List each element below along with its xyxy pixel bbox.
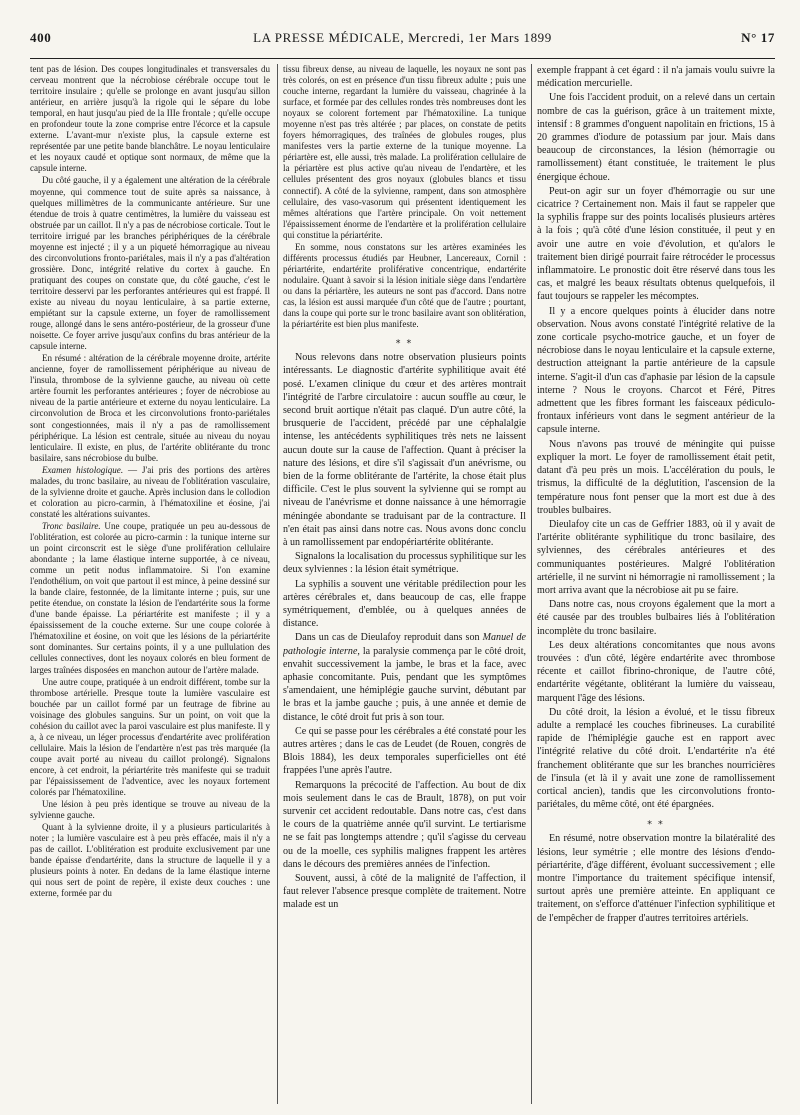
paragraph: Dans notre cas, nous croyons également que la mort a été causée par des troubles bulbaires liés à l'oblitération incomplète du tronc basilaire. [537,599,775,637]
paragraph: Du côté droit, la lésion a évolué, et le tissu fibreux adulte a remplacé les couches fibrineuses. La curabilité rapide de l'hémiplégie gauche est en rapport avec l'intégrité relative du côté droit. L'endartérite n'a été franchement oblitérante que sur les branches nourricières de l'insula (et là il y avait une zone de ramollissement cortical ancien), tandis que les circonvolutions fronto-pariétales, du même côté, ont été épargnées. [537,706,775,811]
paragraph: Peut-on agir sur un foyer d'hémorragie ou sur une cicatrice ? Certainement non. Mais il faut se rappeler que la syphilis frappe sur des points localisés plusieurs artères à la fois ; qu'à côté d'une lésion constituée, il peut y en avoir une autre en voie d'évolution, et qu'alors le traitement bien dirigé pourrait faire rétrocéder le processus inflammatoire. Le pronostic doit être réservé dans tous les cas, et malgré les beaux résultats obtenus quelquefois, il faut toujours se rappeler les mécomptes. [537,185,775,303]
column-divider [531,64,532,1104]
paragraph: tent pas de lésion. Des coupes longitudinales et transversales du cerveau montrent que la nécrobiose cérébrale occupe tout le territoire insulaire ; qu'elle se prolonge en avant jusqu'au sillon antérieur, en arrière jusqu'à la rigole qui le sépare du lobe temporal, en haut jusqu'au pied de la IIIe frontale ; qu'elle occupe en profondeur toute la zone comprise entre l'écorce et la capsule externe. L'avant-mur n'existe plus, la capsule externe est représentée par une petite bande blanchâtre. Le noyau lenticulaire et les noyaux caudé et optique sont normaux, de même que la capsule interne. [30,64,270,174]
column-left [30,64,270,1104]
paragraph-text: Dans un cas de Dieulafoy reproduit dans son [295,632,483,644]
paragraph: Signalons la localisation du processus syphilitique sur les deux sylviennes : la lésion était symétrique. [283,551,526,576]
column-right [537,64,775,1104]
paragraph-text: , la paralysie commença par le côté droit, envahit successivement la jambe, le bras et la face, avec aphasie concomitante. Puis, pendant que les symptômes s'amendaient, une hémiplégie gauche survint, débutant par le bras et la jambe gauche ; puis, à une année et demie de distance, le côté droit fut pris à son tour. [283,645,526,723]
paragraph: exemple frappant à cet égard : il n'a jamais voulu suivre la médication mercurielle. [537,65,775,90]
paragraph [283,631,526,723]
paragraph: Il y a encore quelques points à élucider dans notre observation. Nous avons constaté l'intégrité relative de la zone corticale psycho-motrice gauche, et un foyer de nécrobiose dans le noyau lenticulaire et la capsule externe, destruction atteignant la partie antérieure de la capsule interne. S'agit-il d'un cas d'aphasie par lésion de la capsule interne ? Nous le croyons. Charcot et Féré, Pitres admettent que les fibres formant les faisceaux pédiculo-frontaux inférieurs vont dans le segment antérieur de la capsule interne. [537,305,775,436]
section-heading: Examen histologique. [42,464,124,475]
paragraph: Une fois l'accident produit, on a relevé dans un certain nombre de cas la guérison, grâce à un traitement mixte, intensif : 8 grammes d'onguent napolitain en frictions, 15 à 20 grammes d'iodure de potassium par jour. Mais dans beaucoup de circonstances, la lésion (hémorragie ou ramollissement) étant constituée, le traitement le plus énergique échoue. [537,92,775,183]
paragraph: Du côté gauche, il y a également une altération de la cérébrale moyenne, qui commence tout de suite après sa naissance, à quelques millimètres de la communicante antérieure. Sur une étendue de trois à quatre centimètres, la lumière du vaisseau est obstruée par un caillot. Il n'y a pas de nécrobiose corticale. Tout le territoire irrigué par les branches périphériques de la cérébrale moyenne est injecté ; il y a un piqueté hémorragique au niveau des circonvolutions fronto-pariétales, mais il n'y a pas d'altération grossière. Donc, intégrité relative du cortex à gauche. En pratiquant des coupes on constate que, du côté gauche, c'est le territoire desservi par les perforantes antérieures qui est frappé. Il existe au niveau du noyau lenticulaire, à sa partie externe, empiétant sur la capsule externe, un foyer de ramollissement rouge, allongé dans le sens antéro-postérieur, de la grosseur d'une noisette. Ce foyer arrive jusqu'aux confins du bras antérieur de la capsule interne. [30,175,270,352]
paragraph: Une autre coupe, pratiquée à un endroit différent, tombe sur la thrombose artérielle. Presque toute la lumière vasculaire est bouchée par un caillot formé par un feutrage de fibrine au voisinage des globules sanguins. Sur un point, on voit que la cohésion du caillot avec la paroi vasculaire est plus manifeste. Il y a, à ce niveau, un léger processus d'endartérite avec prolifération cellulaire. Mais la lésion de l'endartère n'est pas très marquée (la coupe avait porté au niveau du caillot prolongé). Signalons encore, à cet endroit, la périartérite très manifeste qui se traduit par l'épaississement de l'adventice, avec les noyaux fortement colorés par l'hématoxiline. [30,676,270,798]
issue-number: N° 17 [741,30,775,45]
paragraph: Ce qui se passe pour les cérébrales a été constaté pour les autres artères ; dans le cas de Leudet (de Rouen, congrès de Blois 1884), les deux temporales superficielles ont été frappées l'une après l'autre. [283,725,526,777]
page-header [30,30,775,54]
paragraph: Remarquons la précocité de l'affection. Au bout de dix mois seulement dans le cas de Brault, 1878), on put voir survenir cet accident redoutable. Dans notre cas, c'est dans le cours de la quatrième année qu'il survint. Le tertiarisme ne se fait pas longtemps attendre ; qu'il s'agisse du cerveau ou de la moelle, ces syphilis malignes frappent les artères dans le décours des premières années de l'infection. [283,779,526,870]
section-heading: Tronc basilaire. [42,520,101,531]
paragraph: En somme, nous constatons sur les artères examinées les différents processus étudiés par Heubner, Lancereaux, Cornil : périartérite, endartérite proliférative concentrique, endartérite nodulaire. Quant à savoir si la lésion initiale siège dans l'endartère ou dans la périartère, les auteurs ne sont pas d'accord. Dans notre cas, la lésion est aussi marquée d'un côté que de l'autre ; pourtant, dans la coupe qui porte sur le tronc basilaire avant son oblitération, la périartérite est bien plus manifeste. [283,241,526,330]
paragraph-text: Une coupe, pratiquée un peu au-dessous de l'oblitération, est colorée au picro-carmin : la tunique interne sur un point circonscrit est le siège d'une prolifération cellulaire abondante ; la lame élastique interne supportée, à ce niveau, comme un petit nodus inflammatoire. Si l'on examine l'endothélium, on voit que partout il est mince, à peine dessiné sur la bande claire, festonnée, de la limitante interne ; puis, sur une petite étendue, on constate la lésion de l'endartérite sous la forme d'une bande épaisse. La périartérite est manifeste ; il y a épaississement de la couche externe. Sur une coupe colorée à l'hématoxiline et éosine, on voit que les lésions de la périartérite sont dominantes. Sur certains points, il y a une pullulation des cellules connectives, dont les noyaux colorés en bleu forment de larges traînées disposées en manchon autour de l'artère malade. [30,520,270,675]
paragraph: La syphilis a souvent une véritable prédilection pour les artères cérébrales et, dans beaucoup de cas, elle frappe symétriquement, d'emblée, ou à quelques années de distance. [283,578,526,630]
paragraph: Nous n'avons pas trouvé de méningite qui puisse expliquer la mort. Le foyer de ramollissement était petit, datant d'à peu près un mois. L'accélération du pouls, le trismus, la difficulté de la déglutition, l'ascension de la température nous font penser que la mort est due à des troubles bulbaires. [537,438,775,516]
paragraph: Nous relevons dans notre observation plusieurs points intéressants. Le diagnostic d'artérite syphilitique avait été posé. L'examen clinique du cœur et des artères montrait l'intégrité de l'arbre circulatoire : aucun souffle au cœur, le second bruit aortique n'était pas claqué. D'un autre côté, la brusquerie de l'accident, précédé par une céphalalgie intense, les antécédents syphilitiques très nets ne laissent aucun doute sur la cause de l'affection. Quant à préciser la nature des lésions, et dire s'il s'agissait d'un anévrisme, ou bien de la forme oblitérante de l'artérite, la chose était plus difficile. C'est le plus souvent la sylvienne qui se rompt au niveau de l'anévrisme et donne naissance à une hémorragie méningée abondante se traduisant par de la contracture. Il n'en était pas ainsi dans notre cas. Nous avons donc conclu à un ramollissement par endopériartérite oblitérante. [283,352,526,548]
paragraph: Quant à la sylvienne droite, il y a plusieurs particularités à noter ; la lumière vasculaire est à peu près effacée, mais il n'y a pas de caillot. L'oblitération est produite exclusivement par une bande épaisse d'endartérite, dans la structure de laquelle il y a plusieurs points à noter. En dedans de la lame élastique interne qui nous sert de point de repère, il existe deux couches : une externe, formée par du [30,822,270,899]
column-divider [277,64,278,1104]
text-block [283,351,526,912]
paragraph [30,521,270,676]
paragraph: En résumé, notre observation montre la bilatéralité des lésions, leur symétrie ; elle montre des lésions d'endo-périartérite, d'âge différent, évoluant successivement ; elle montre l'importance du traitement spécifique intensif, surtout après une première atteinte. En appliquant ce traitement, on s'efforce d'atténuer l'infection syphilitique et de l'empêcher de frapper d'autres territoires artériels. [537,833,775,924]
paragraph-text: — J'ai pris des portions des artères malades, du tronc basilaire, au niveau de l'oblitération vasculaire, de la sylvienne droite et gauche. Après inclusion dans le collodion et coloration au picro-carmin, à l'hématoxiline et éosine, j'ai constaté les altérations suivantes. [30,464,270,519]
paragraph: Une lésion à peu près identique se trouve au niveau de la sylvienne gauche. [30,799,270,821]
book-title: Manuel de pathologie interne [283,632,526,657]
page-number: 400 [30,30,52,45]
paragraph: Dieulafoy cite un cas de Geffrier 1883, où il y avait de l'artérite oblitérante syphilitique du tronc basilaire, des sylviennes, des cérébrales antérieures et des communiquantes postérieures. Malgré l'oblitération artérielle, il ne survint ni hémorragie ni ramollissement ; la mort arriva avant que la nécrobiose ait pu se faire. [537,518,775,596]
column-middle [283,64,526,1104]
paragraph [30,465,270,520]
section-separator: ⁎ ⁎ [395,335,414,346]
paragraph: Les deux altérations concomitantes que nous avons trouvées : d'un côté, légère endartérite avec thrombose récente et caillot fibrino-chronique, de l'autre côté, endartérite végétante, oblitérant la lumière du vaisseau, marquent l'âge des lésions. [537,639,775,704]
paragraph: En résumé : altération de la cérébrale moyenne droite, artérite ancienne, foyer de ramollissement périphérique au niveau de l'insula, thrombose de la sylvienne gauche, au niveau où cette artère fournit les perforantes antérieures ; foyer de nécrobiose au niveau de la partie antérieure et externe du noyau lenticulaire. La circonvolution de Broca et les circonvolutions fronto-pariétales sont congestionnées, mais il n'y a pas de ramollissement périphérique. La lésion est centrale, située au niveau du noyau lenticulaire. Il existe, en plus, de l'artérite oblitérante du tronc basilaire, sans nécrobiose du bulbe. [30,353,270,463]
journal-title: LA PRESSE MÉDICALE, Mercredi, 1er Mars 1899 [253,30,552,45]
header-rule [30,58,775,59]
paragraph: tissu fibreux dense, au niveau de laquelle, les noyaux ne sont pas très colorés, on est en présence d'un tissu fibreux adulte ; puis une couche interne, regardant la lumière du vaisseau, chagrinée à la surface, et formée par des cellules rondes très nombreuses dont les noyaux se colorent fortement par l'hématoxiline. La tunique moyenne n'est pas très altérée ; par places, on constate de petits foyers hémorragiques, des traînées de globules rouges, plus manifestes vers la partie externe de la tunique moyenne. La périartère est, elle aussi, très malade. La prolifération cellulaire de la périartère est plus active qu'au niveau de l'endartère, et les cellules présentent des gros noyaux (globules blancs et tissu connectif). A côté de la sylvienne, rampent, dans son atmosphère cellulaire, des vaso-vasorum qui présentent identiquement les mêmes altérations que l'artère principale. On voit nettement l'épaississement énorme de l'endartère et la prolifération cellulaire qui constitue la périartérite. [283,64,526,240]
section-separator: ⁎ ⁎ [647,816,665,827]
paragraph: Souvent, aussi, à côté de la malignité de l'affection, il faut relever l'absence presque complète de traitement. Notre malade est un [283,873,526,911]
